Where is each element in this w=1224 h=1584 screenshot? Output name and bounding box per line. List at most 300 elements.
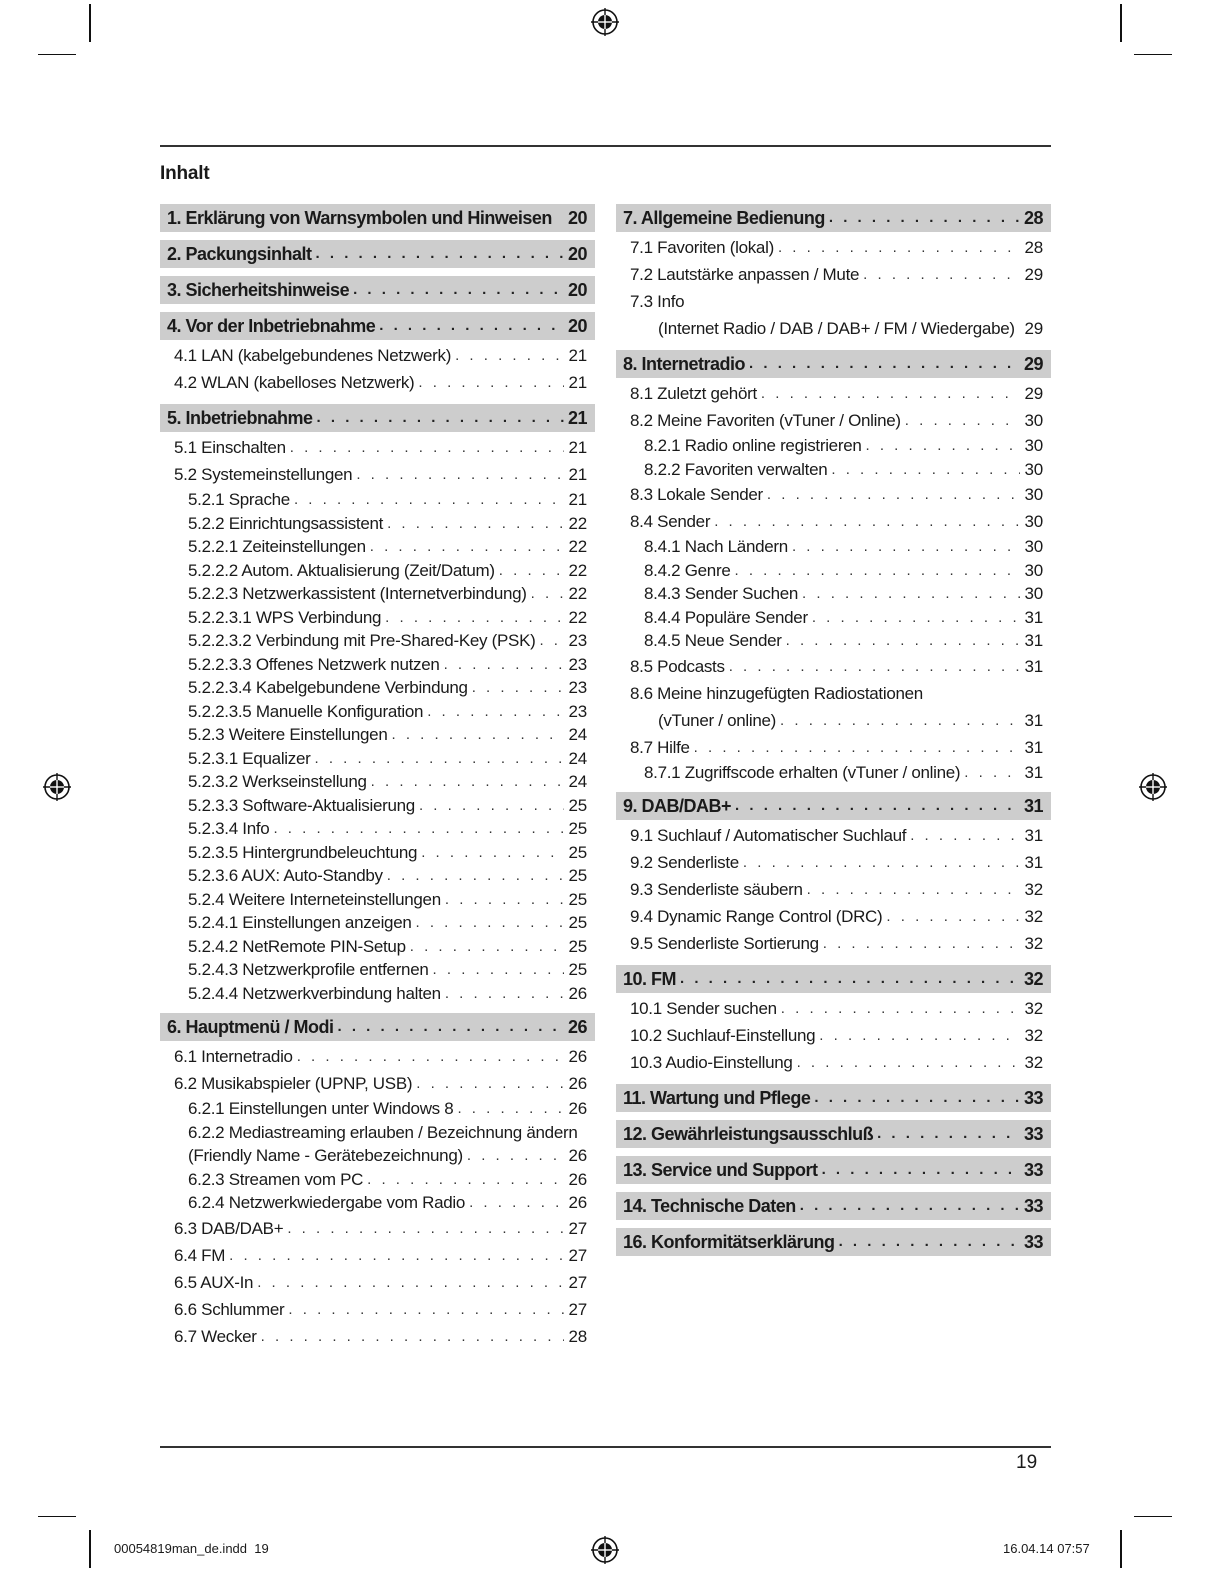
crop-mark [89, 1530, 91, 1568]
toc-entry [160, 817, 595, 841]
toc-entry-page: 31 [1024, 737, 1043, 757]
toc-entry-page: 25 [568, 913, 587, 932]
toc-leader-dots [387, 864, 565, 888]
toc-leader-dots [499, 559, 565, 583]
toc-entry-label: 8.4.5 Neue Sender [644, 631, 782, 650]
toc-entry-label: 14. Technische Daten [623, 1196, 796, 1216]
toc-entry-label: 5.2.2.3.3 Offenes Netzwerk nutzen [188, 654, 440, 674]
toc-entry-label: 12. Gewährleistungsausschluß [623, 1124, 874, 1144]
toc-leader-dots [829, 204, 1020, 232]
toc-entry-label: (vTuner / online) [658, 710, 777, 730]
toc-entry-label: 2. Packungsinhalt [167, 244, 312, 264]
toc-entry [616, 458, 1051, 482]
toc-leader-dots [427, 700, 564, 724]
toc-entry-page: 30 [1024, 436, 1043, 455]
toc-entry-page: 30 [1024, 584, 1043, 603]
toc-entry-page: 21 [568, 490, 587, 509]
toc-entry-page: 32 [1024, 1026, 1043, 1045]
toc-entry-label: 5. Inbetriebnahme [167, 408, 313, 428]
toc-entry-label: 9. DAB/DAB+ [623, 796, 732, 816]
toc-entry-page: 25 [568, 819, 587, 838]
toc-entry-label: 5.2.2.3.1 WPS Verbindung [188, 607, 382, 627]
toc-entry-label: 6.6 Schlummer [174, 1299, 285, 1319]
toc-leader-dots [819, 1022, 1020, 1049]
toc-leader-dots [392, 723, 565, 747]
toc-leader-dots [807, 876, 1021, 903]
toc-entry [616, 234, 1051, 261]
toc-leader-dots [287, 1215, 564, 1242]
slug-filename: 00054819man_de.indd [114, 1541, 248, 1556]
toc-entry [160, 864, 595, 888]
toc-entry [160, 1121, 595, 1145]
toc-entry [160, 841, 595, 865]
toc-entry-label: 6.2.1 Einstellungen unter Windows 8 [188, 1099, 454, 1118]
toc-entry [160, 958, 595, 982]
toc-leader-dots [317, 404, 564, 432]
toc-entry-label: 16. Konformitätserklärung [623, 1232, 835, 1252]
toc-entry-label: 9.4 Dynamic Range Control (DRC) [630, 907, 883, 926]
toc-entry [160, 1144, 595, 1168]
toc-entry-page: 27 [568, 1299, 587, 1319]
toc-entry-page: 33 [1023, 1196, 1043, 1216]
toc-leader-dots [444, 653, 565, 677]
toc-leader-dots [457, 1097, 564, 1121]
toc-entry [160, 1168, 595, 1192]
toc-entry-page: 24 [568, 748, 587, 768]
toc-entry [160, 582, 595, 606]
toc-leader-dots [314, 747, 564, 771]
toc-entry-label: 13. Service und Support [623, 1160, 818, 1180]
toc-entry [616, 1022, 1051, 1049]
toc-entry [616, 629, 1051, 653]
toc-leader-dots [257, 1269, 564, 1296]
toc-leader-dots [297, 1043, 565, 1070]
toc-leader-dots [469, 1191, 564, 1215]
page-number: 19 [1016, 1452, 1038, 1473]
toc-entry-label: 10.2 Suchlauf-Einstellung [630, 1026, 816, 1045]
crop-mark [38, 1516, 76, 1517]
toc-entry-page: 31 [1024, 656, 1043, 676]
toc-entry-page: 25 [568, 960, 587, 979]
toc-leader-dots [294, 488, 565, 512]
toc-entry [616, 903, 1051, 930]
toc-entry [160, 982, 595, 1006]
toc-entry-page: 31 [1023, 796, 1043, 816]
toc-entry [616, 707, 1051, 734]
toc-entry-page: 23 [568, 701, 587, 721]
toc-entry [616, 288, 1051, 315]
toc-entry [616, 407, 1051, 434]
toc-entry-label: 8.7.1 Zugriffscode erhalten (vTuner / online) [644, 762, 961, 782]
toc-entry-page: 32 [1024, 880, 1043, 899]
toc-entry-page: 28 [1023, 208, 1043, 228]
toc-section-heading [616, 792, 1051, 820]
toc-entry-label: 10.1 Sender suchen [630, 999, 777, 1018]
toc-leader-dots [877, 1120, 1020, 1148]
toc-entry-page: 30 [1024, 411, 1043, 430]
toc-leader-dots [694, 734, 1021, 761]
toc-left-column [160, 204, 595, 1350]
toc-entry [616, 582, 1051, 606]
toc-leader-dots [445, 982, 565, 1006]
toc-entry-label: 5.2.3 Weitere Einstellungen [188, 725, 388, 744]
toc-entry-page: 32 [1023, 969, 1043, 989]
toc-entry-label: 10.3 Audio-Einstellung [630, 1053, 793, 1072]
toc-leader-dots [410, 935, 565, 959]
toc-entry [160, 629, 595, 653]
toc-entry-label: 5.2.2.3 Netzwerkassistent (Internetverbindung) [188, 584, 527, 603]
toc-entry-label: 8.4 Sender [630, 512, 711, 531]
toc-entry-page: 30 [1024, 560, 1043, 580]
toc-entry-label: 1. Erklärung von Warnsymbolen und Hinweisen [167, 208, 552, 228]
toc-entry-page: 26 [567, 1017, 587, 1037]
toc-section-heading [616, 1084, 1051, 1112]
toc-entry-label: 9.1 Suchlauf / Automatischer Suchlauf [630, 826, 907, 845]
toc-entry-label: (Internet Radio / DAB / DAB+ / FM / Wiedergabe) [658, 319, 1015, 338]
toc-entry-label: 6.7 Wecker [174, 1326, 257, 1346]
toc-entry-label: (Friendly Name - Gerätebezeichnung) [188, 1146, 463, 1165]
toc-entry-label: 5.2.2.2 Autom. Aktualisierung (Zeit/Datum) [188, 560, 495, 580]
toc-leader-dots [761, 380, 1021, 407]
registration-mark-icon [42, 772, 72, 802]
toc-entry-page: 25 [568, 842, 587, 862]
toc-entry-page: 24 [568, 772, 587, 791]
toc-leader-dots [786, 629, 1021, 653]
toc-entry-page: 26 [568, 1169, 587, 1189]
toc-leader-dots [371, 770, 565, 794]
toc-entry [160, 653, 595, 677]
toc-entry [616, 734, 1051, 761]
toc-entry-label: 8.5 Podcasts [630, 656, 725, 676]
toc-entry-page: 32 [1024, 907, 1043, 926]
toc-entry-label: 8. Internetradio [623, 354, 746, 374]
slug-page: 19 [254, 1541, 269, 1556]
toc-leader-dots [1019, 315, 1021, 342]
toc-leader-dots [261, 1323, 565, 1350]
toc-leader-dots [823, 930, 1021, 957]
toc-entry-label: 8.2 Meine Favoriten (vTuner / Online) [630, 411, 901, 430]
toc-entry-label: 6.4 FM [174, 1245, 226, 1265]
toc-section-heading [160, 1013, 595, 1041]
toc-leader-dots [781, 995, 1021, 1022]
toc-section-heading [616, 1156, 1051, 1184]
toc-entry [616, 434, 1051, 458]
toc-entry-page: 23 [568, 631, 587, 650]
toc-leader-dots [905, 407, 1021, 434]
toc-leader-dots [290, 434, 565, 461]
toc-entry [160, 1191, 595, 1215]
toc-leader-dots [814, 1084, 1020, 1112]
toc-entry-page: 21 [568, 465, 587, 484]
toc-entry [616, 315, 1051, 342]
toc-entry-page: 21 [568, 373, 587, 392]
toc-entry-label: 8.6 Meine hinzugefügten Radiostationen [630, 683, 923, 703]
toc-entry [616, 930, 1051, 957]
toc-entry-label: 5.2.4.3 Netzwerkprofile entfernen [188, 960, 429, 979]
toc-section-heading [160, 404, 595, 432]
toc-entry [160, 700, 595, 724]
toc-entry [160, 342, 595, 369]
toc-leader-dots [802, 582, 1020, 606]
toc-entry-page: 28 [568, 1326, 587, 1346]
toc-entry-label: 5.2.4.1 Einstellungen anzeigen [188, 913, 412, 932]
toc-entry-label: 6.2 Musikabspieler (UPNP, USB) [174, 1074, 413, 1093]
toc-entry-label: 5.2.2.3.4 Kabelgebundene Verbindung [188, 678, 468, 697]
toc-entry-page: 31 [1024, 631, 1043, 650]
toc-entry-page: 30 [1024, 485, 1043, 504]
toc-leader-dots [831, 458, 1020, 482]
toc-leader-dots [714, 508, 1020, 535]
toc-leader-dots [792, 535, 1021, 559]
toc-leader-dots [734, 559, 1020, 583]
toc-leader-dots [822, 1156, 1020, 1184]
crop-mark [89, 4, 91, 42]
toc-section-heading [160, 276, 595, 304]
toc-entry-label: 6. Hauptmenü / Modi [167, 1017, 334, 1037]
toc-section-heading [616, 204, 1051, 232]
toc-leader-dots [385, 606, 564, 630]
toc-entry [160, 1043, 595, 1070]
toc-entry [616, 680, 1051, 707]
toc-entry [160, 512, 595, 536]
toc-entry-label: 5.2.3.2 Werkseinstellung [188, 772, 367, 791]
toc-entry-label: 6.3 DAB/DAB+ [174, 1218, 284, 1238]
toc-leader-dots [353, 276, 564, 304]
toc-entry-label: 5.2.2.3.2 Verbindung mit Pre-Shared-Key (PSK) [188, 631, 536, 650]
toc-entry-page: 22 [568, 607, 587, 627]
toc-entry-label: 8.2.2 Favoriten verwalten [644, 459, 828, 479]
toc-entry [616, 876, 1051, 903]
toc-entry-page: 23 [568, 654, 587, 674]
toc-entry-page: 26 [568, 1099, 587, 1118]
toc-entry-page: 30 [1024, 459, 1043, 479]
toc-entry [616, 606, 1051, 630]
toc-leader-dots [229, 1242, 564, 1269]
toc-entry [616, 761, 1051, 785]
toc-leader-dots [421, 841, 564, 865]
toc-entry-page: 29 [1024, 384, 1043, 403]
toc-entry-label: 5.2.2.1 Zeiteinstellungen [188, 537, 366, 556]
toc-leader-dots [729, 653, 1021, 680]
toc-entry-label: 8.7 Hilfe [630, 737, 690, 757]
toc-leader-dots [797, 1049, 1021, 1076]
toc-entry-page: 31 [1024, 710, 1043, 730]
toc-entry-label: 5.2.4.2 NetRemote PIN-Setup [188, 936, 406, 956]
toc-section-heading [160, 312, 595, 340]
crop-mark [1134, 1516, 1172, 1517]
toc-leader-dots [863, 261, 1020, 288]
toc-entry-label: 5.2 Systemeinstellungen [174, 465, 353, 484]
toc-entry-page: 32 [1024, 1053, 1043, 1072]
toc-entry-label: 6.5 AUX-In [174, 1272, 254, 1292]
toc-entry [160, 747, 595, 771]
toc-entry [616, 508, 1051, 535]
toc-entry-label: 10. FM [623, 969, 677, 989]
toc-entry-page: 20 [567, 316, 587, 336]
toc-entry [616, 849, 1051, 876]
toc-entry [616, 1049, 1051, 1076]
toc-entry-label: 5.2.4 Weitere Interneteinstellungen [188, 889, 441, 909]
toc-leader-dots [273, 817, 564, 841]
toc-leader-dots [316, 240, 564, 268]
toc-entry-page: 30 [1024, 512, 1043, 531]
toc-entry-label: 5.2.4.4 Netzwerkverbindung halten [188, 983, 441, 1003]
toc-entry-page: 31 [1024, 762, 1043, 782]
toc-entry-label: 5.2.2.3.5 Manuelle Konfiguration [188, 701, 424, 721]
toc-entry-label: 8.4.2 Genre [644, 560, 731, 580]
toc-leader-dots [886, 903, 1020, 930]
toc-leader-dots [743, 849, 1021, 876]
toc-entry [160, 1296, 595, 1323]
toc-leader-dots [866, 434, 1021, 458]
toc-entry-page: 22 [568, 537, 587, 556]
toc-entry-page: 26 [568, 1074, 587, 1093]
toc-entry [616, 261, 1051, 288]
toc-leader-dots [539, 629, 564, 653]
toc-entry-page: 32 [1024, 934, 1043, 953]
toc-entry-page: 25 [568, 889, 587, 909]
toc-entry-label: 4.2 WLAN (kabelloses Netzwerk) [174, 373, 415, 392]
toc-section-heading [616, 350, 1051, 378]
toc-entry [616, 653, 1051, 680]
toc-entry [160, 1215, 595, 1242]
toc-entry-page: 33 [1023, 1124, 1043, 1144]
toc-entry-page: 29 [1024, 319, 1043, 338]
toc-entry-label: 4. Vor der Inbetriebnahme [167, 316, 376, 336]
crop-mark [1134, 54, 1172, 55]
toc-entry-page: 26 [568, 983, 587, 1003]
toc-entry-label: 7.3 Info [630, 292, 685, 311]
toc-entry-page: 27 [568, 1218, 587, 1238]
toc-entry-page: 22 [568, 560, 587, 580]
toc-entry [160, 1242, 595, 1269]
toc-entry [160, 535, 595, 559]
toc-entry [616, 380, 1051, 407]
toc-entry-page: 31 [1024, 607, 1043, 627]
toc-entry-page: 25 [568, 866, 587, 885]
toc-entry-page: 26 [568, 1193, 587, 1212]
toc-entry-page: 28 [1024, 238, 1043, 257]
toc-entry [160, 488, 595, 512]
toc-entry [616, 995, 1051, 1022]
toc-entry [160, 794, 595, 818]
slug-file [114, 1541, 269, 1556]
toc-entry [160, 1070, 595, 1097]
toc-section-heading [616, 965, 1051, 993]
toc-leader-dots [416, 1070, 564, 1097]
toc-entry [616, 559, 1051, 583]
registration-mark-icon [590, 7, 620, 37]
toc-entry-label: 8.1 Zuletzt gehört [630, 384, 757, 403]
toc-entry-page: 22 [568, 513, 587, 533]
toc-entry-page: 30 [1024, 537, 1043, 556]
page-title: Inhalt [160, 163, 210, 184]
toc-leader-dots [749, 350, 1020, 378]
toc-section-heading [160, 204, 595, 232]
toc-leader-dots [367, 1168, 564, 1192]
toc-entry [160, 888, 595, 912]
toc-entry-page: 32 [1024, 999, 1043, 1018]
toc-entry-label: 5.2.2 Einrichtungsassistent [188, 513, 384, 533]
toc-entry-page: 31 [1024, 826, 1043, 845]
toc-entry-label: 11. Wartung und Pflege [623, 1088, 811, 1108]
header-rule [160, 145, 1051, 147]
toc-entry-page: 29 [1024, 265, 1043, 284]
toc-entry-label: 3. Sicherheitshinweise [167, 280, 350, 300]
toc-leader-dots [418, 369, 564, 396]
toc-entry-label: 6.2.3 Streamen vom PC [188, 1169, 364, 1189]
toc-entry-label: 5.1 Einschalten [174, 438, 286, 457]
toc-entry-page: 22 [568, 584, 587, 603]
toc-entry-label: 8.4.3 Sender Suchen [644, 584, 799, 603]
toc-leader-dots [531, 582, 565, 606]
toc-entry-label: 9.5 Senderliste Sortierung [630, 934, 819, 953]
toc-entry-label: 5.2.3.1 Equalizer [188, 748, 311, 768]
toc-entry-label: 6.2.4 Netzwerkwiedergabe vom Radio [188, 1193, 466, 1212]
toc-leader-dots [812, 606, 1021, 630]
toc-entry-page: 29 [1023, 354, 1043, 374]
toc-leader-dots [735, 792, 1020, 820]
crop-mark [1120, 4, 1122, 42]
toc-leader-dots [780, 707, 1020, 734]
toc-leader-dots [433, 958, 565, 982]
toc-section-heading [616, 1120, 1051, 1148]
toc-entry [160, 1269, 595, 1296]
toc-leader-dots [416, 911, 565, 935]
toc-entry [160, 1097, 595, 1121]
toc-entry-label: 7.1 Favoriten (lokal) [630, 238, 774, 257]
toc-entry-label: 5.2.3.3 Software-Aktualisierung [188, 795, 415, 815]
toc-leader-dots [370, 535, 565, 559]
toc-entry-label: 8.3 Lokale Sender [630, 485, 763, 504]
toc-entry [160, 559, 595, 583]
toc-leader-dots [910, 822, 1020, 849]
toc-entry-label: 5.2.1 Sprache [188, 490, 290, 509]
footer-rule [160, 1446, 1051, 1448]
toc-entry-label: 7.2 Lautstärke anpassen / Mute [630, 265, 860, 284]
toc-entry-page: 24 [568, 725, 587, 744]
toc-leader-dots [356, 461, 564, 488]
toc-leader-dots [419, 794, 565, 818]
toc-entry-page: 23 [568, 678, 587, 697]
toc-entry-label: 8.4.1 Nach Ländern [644, 537, 788, 556]
toc-entry [160, 676, 595, 700]
toc-entry-page: 27 [568, 1245, 587, 1265]
toc-entry [160, 723, 595, 747]
registration-mark-icon [1138, 772, 1168, 802]
toc-entry-page: 27 [568, 1272, 587, 1292]
toc-right-column [616, 204, 1051, 1258]
toc-entry-page: 20 [567, 244, 587, 264]
toc-leader-dots [338, 1013, 564, 1041]
toc-entry-page: 33 [1023, 1232, 1043, 1252]
toc-entry-page: 20 [567, 208, 587, 228]
toc-leader-dots [288, 1296, 564, 1323]
toc-leader-dots [467, 1144, 565, 1168]
toc-entry-label: 9.2 Senderliste [630, 853, 739, 872]
toc-section-heading [160, 240, 595, 268]
toc-entry-page: 21 [568, 346, 587, 365]
toc-entry [616, 481, 1051, 508]
toc-entry-label: 6.1 Internetradio [174, 1047, 293, 1066]
toc-entry-label: 6.2.2 Mediastreaming erlauben / Bezeichnung ändern [188, 1122, 578, 1142]
toc-entry-page: 25 [568, 795, 587, 815]
toc-section-heading [616, 1192, 1051, 1220]
toc-entry [160, 911, 595, 935]
toc-entry-label: 4.1 LAN (kabelgebundenes Netzwerk) [174, 346, 452, 365]
toc-section-heading [616, 1228, 1051, 1256]
toc-entry-label: 5.2.3.6 AUX: Auto-Standby [188, 866, 383, 885]
